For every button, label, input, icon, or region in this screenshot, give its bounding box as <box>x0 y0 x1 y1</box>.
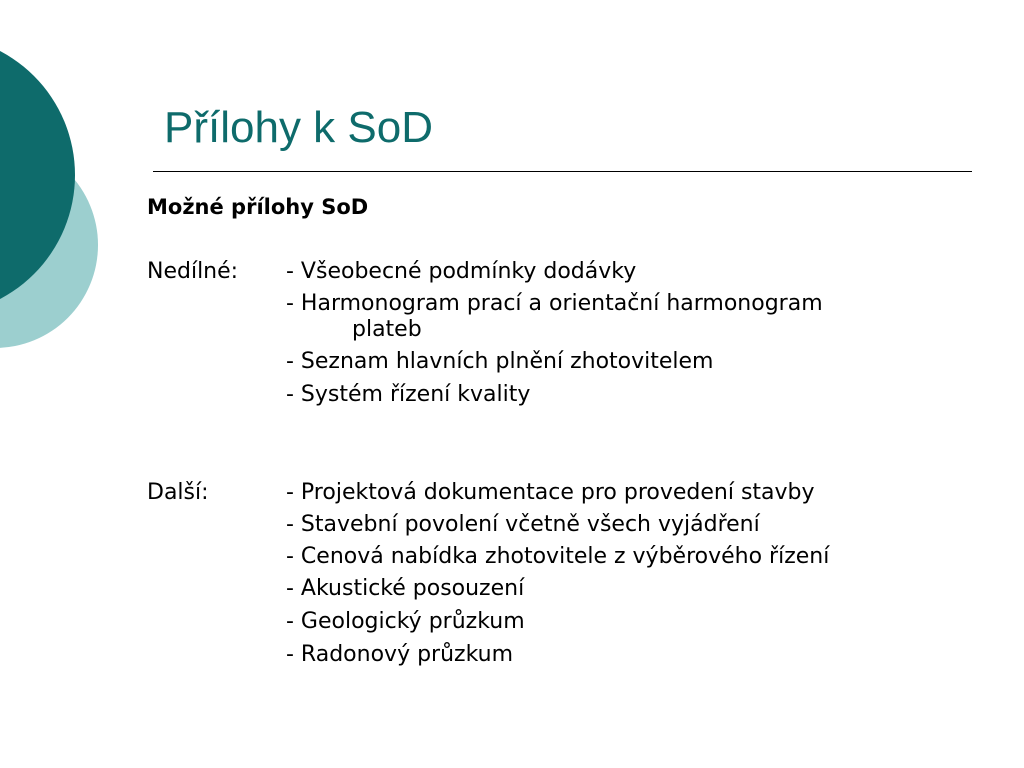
subheading: Možné přílohy SoD <box>147 195 369 219</box>
slide-title: Přílohy k SoD <box>164 103 433 152</box>
list-item-continuation: plateb <box>352 317 422 342</box>
list-item: - Seznam hlavních plnění zhotovitelem <box>286 349 714 374</box>
list-item: - Stavební povolení včetně všech vyjádření <box>286 512 760 537</box>
list-item: - Geologický průzkum <box>286 609 525 634</box>
list-item: - Akustické posouzení <box>286 576 525 601</box>
decorative-circles <box>0 0 130 420</box>
list-item: - Systém řízení kvality <box>286 382 531 407</box>
list-item: - Projektová dokumentace pro provedení stavby <box>286 480 815 505</box>
list-item: - Všeobecné podmínky dodávky <box>286 259 637 284</box>
list-item: - Harmonogram prací a orientační harmonogram <box>286 291 823 316</box>
list-item: - Radonový průzkum <box>286 642 514 667</box>
section-label-nedilne: Nedílné: <box>147 259 239 284</box>
title-divider <box>153 171 972 172</box>
list-item: - Cenová nabídka zhotovitele z výběrového řízení <box>286 544 830 569</box>
section-label-dalsi: Další: <box>147 480 209 505</box>
